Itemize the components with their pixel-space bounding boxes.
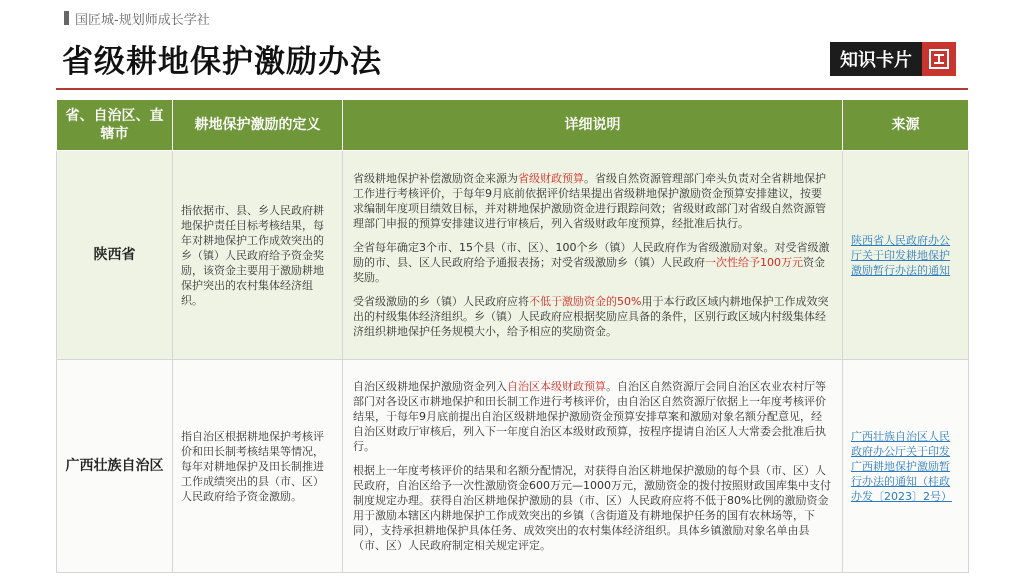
detail-paragraph-allocation: 受省级激励的乡（镇）人民政府应将不低于激励资金的50%用于本行政区域内耕地保护工作成效突出的村级集体经济组织。乡（镇）人民政府应根据奖励应具备的条件，区别行政区域内村级集体经济组织耕地保护任务规模大小，给予相应的奖励资金。 xyxy=(353,295,829,338)
table-header-row xyxy=(57,100,969,151)
knowledge-card-badge xyxy=(830,42,956,76)
detail-paragraph-funding: 自治区级耕地保护激励资金列入自治区本级财政预算。自治区自然资源厅会同自治区农业农村厅等部门对各设区市耕地保护和田长制工作进行考核评价，由自治区自然资源厅依据上一年度考核评价结果，于每年9月底前提出自治区级耕地保护激励资金预算安排草案和激励对象名额分配意见，经自治区财政厅审核后，列入下一年度自治区本级财政预算，按程序提请自治区人大常委会批准后执行。 xyxy=(353,380,826,453)
province-cell: 陕西省 xyxy=(57,151,173,360)
table-row-guangxi xyxy=(57,360,969,573)
detail-paragraph-targets: 全省每年确定3个市、15个县（市、区）、100个乡（镇）人民政府作为省级激励对象。对受省级激励的市、县、区人民政府给予通报表扬；对受省级激励乡（镇）人民政府一次性给予100万元资金奖励。 xyxy=(353,241,830,284)
highlight-text: 自治区本级财政预算 xyxy=(507,380,606,393)
detail-paragraph-funding: 省级耕地保护补偿激励资金来源为省级财政预算。省级自然资源管理部门牵头负责对全省耕地保护工作进行考核评价，于每年9月底前依据评价结果提出省级耕地保护激励资金预算安排建议，按要求编制年度项目绩效目标，并对耕地保护激励资金进行跟踪问效；省级财政部门对省级自然资源管理部门申报的预算安排建议进行审核后，列入省级财政年度预算，经批准后执行。 xyxy=(353,172,826,230)
source-link[interactable]: 陕西省人民政府办公厅关于印发耕地保护激励暂行办法的通知 xyxy=(851,233,950,277)
incentive-table xyxy=(56,99,969,573)
badge-label: 知识卡片 xyxy=(830,42,922,76)
title-divider xyxy=(56,88,968,90)
detail-cell xyxy=(343,360,843,573)
highlight-text: 不低于激励资金的50% xyxy=(529,295,642,308)
detail-cell xyxy=(343,151,843,360)
detail-paragraph-allocation: 根据上一年度考核评价的结果和名额分配情况，对获得自治区耕地保护激励的每个县（市、区）人民政府，自治区给予一次性激励资金600万元—1000万元，激励资金的拨付按照财政国库集中支付制度规定办理。获得自治区耕地保护激励的县（市、区）人民政府应将不低于80%比例的激励资金用于激励本辖区内耕地保护工作成效突出的乡镇（含街道及有耕地保护任务的国有农林场等，下同），支持承担耕地保护具体任务、成效突出的农村集体经济组织。具体乡镇激励对象名单由县（市、区）人民政府制定相关规定评定。 xyxy=(353,464,831,552)
brand-header xyxy=(64,8,210,28)
definition-cell: 指自治区根据耕地保护考核评价和田长制考核结果等情况，每年对耕地保护及田长制推进工作成绩突出的县（市、区）人民政府给予资金激励。 xyxy=(173,360,343,573)
header-definition: 耕地保护激励的定义 xyxy=(173,100,343,151)
source-cell xyxy=(843,151,969,360)
logo-icon xyxy=(922,42,956,76)
source-cell xyxy=(843,360,969,573)
header-source: 来源 xyxy=(843,100,969,151)
highlight-text: 一次性给予100万元 xyxy=(705,256,803,269)
brand-bar-icon xyxy=(64,11,69,25)
page-title: 省级耕地保护激励办法 xyxy=(62,44,382,80)
highlight-text: 省级财政预算 xyxy=(518,172,584,185)
source-link[interactable]: 广西壮族自治区人民政府办公厅关于印发广西耕地保护激励暂行办法的通知（桂政办发〔2023〕2号） xyxy=(851,429,952,503)
brand-text: 国匠城-规划师成长学社 xyxy=(75,12,210,28)
province-cell: 广西壮族自治区 xyxy=(57,360,173,573)
definition-cell: 指依据市、县、乡人民政府耕地保护责任目标考核结果，每年对耕地保护工作成效突出的乡（镇）人民政府给予资金奖励，该资金主要用于激励耕地保护突出的农村集体经济组织。 xyxy=(173,151,343,360)
header-detail: 详细说明 xyxy=(343,100,843,151)
table-row-shaanxi xyxy=(57,151,969,360)
header-province: 省、自治区、直辖市 xyxy=(57,100,173,151)
